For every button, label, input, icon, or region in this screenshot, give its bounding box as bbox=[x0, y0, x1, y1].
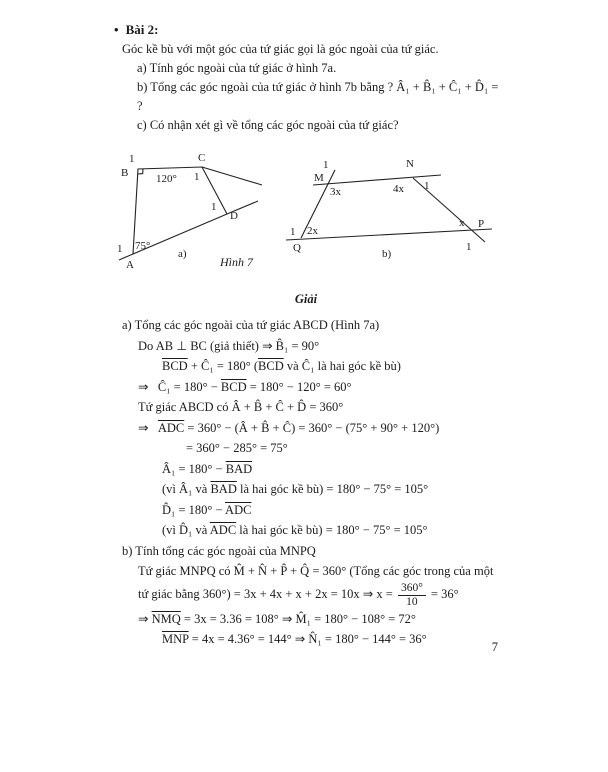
solution-line bbox=[162, 629, 502, 650]
angle-label-M1: 1 bbox=[323, 159, 329, 171]
text-segment: (vì Â₁ và bbox=[162, 482, 211, 496]
angle-arc: $\overline{ADC}$ bbox=[157, 420, 185, 435]
angle-label-BCD: 120° bbox=[156, 173, 177, 185]
angle-label-B1: 1 bbox=[129, 153, 135, 165]
vertex-label-D: D bbox=[230, 210, 238, 222]
text-segment: = 360° − (Â + B̂ + Ĉ) = 360° − (75° + 90° + 120°) bbox=[184, 420, 440, 435]
vertex-label-B: B bbox=[121, 167, 129, 179]
solution-heading: Giải bbox=[294, 292, 318, 306]
angle-label-N: 4x bbox=[393, 183, 404, 195]
solution-line bbox=[162, 479, 502, 500]
angle-arc: $\overline{ADC}$ bbox=[209, 523, 237, 537]
solution-line bbox=[138, 609, 502, 630]
text-segment: = 36° bbox=[427, 586, 459, 601]
angle-label-C1: 1 bbox=[194, 171, 200, 183]
angle-arc: $\overline{BAD}$ bbox=[225, 461, 253, 476]
text-segment: Do AB ⊥ BC (giả thiết) ⇒ B̂₁ = 90° bbox=[138, 338, 320, 353]
text-segment: Tứ giác ABCD có Â + B̂ + Ĉ + D̂ = 360° bbox=[138, 400, 344, 414]
vertex-label-Q: Q bbox=[293, 242, 301, 254]
problem-title-row bbox=[114, 20, 502, 40]
angle-arc: $\overline{ADC}$ bbox=[225, 502, 252, 517]
angle-label-N1: 1 bbox=[424, 180, 430, 192]
solution-line bbox=[162, 500, 502, 521]
solution-line bbox=[138, 582, 502, 609]
text-segment: D̂₁ = 180° − bbox=[162, 502, 226, 517]
text-segment: = 4x = 4.36° = 144° ⇒ N̂₁ = 180° − 144° = 36° bbox=[188, 632, 427, 647]
figure-7b bbox=[286, 158, 492, 260]
angle-arc: $\overline{BCD}$ bbox=[258, 359, 284, 373]
text-segment: a) Tổng các góc ngoài của tứ giác ABCD (Hình 7a) bbox=[122, 318, 380, 332]
angle-label-D1: 1 bbox=[211, 201, 217, 213]
question-b: b) Tổng các góc ngoài của tứ giác ở hình 7b bằng ? Â₁ + B̂₁ + Ĉ₁ + D̂₁ = ? bbox=[137, 80, 499, 113]
text-segment: là hai góc kề bù) = 180° − 75° = 105° bbox=[236, 482, 429, 496]
solution-line bbox=[162, 520, 502, 541]
text-segment: là hai góc kề bù) = 180° − 75° = 105° bbox=[236, 523, 428, 537]
text-segment: (vì D̂₁ và bbox=[162, 523, 210, 537]
solution-line bbox=[138, 397, 502, 418]
solution-line bbox=[162, 459, 502, 480]
text-segment: ⇒ bbox=[138, 611, 152, 626]
solution-line bbox=[138, 377, 502, 398]
figure-caption: Hình 7 bbox=[220, 255, 253, 269]
angle-arc: $\overline{BAD}$ bbox=[210, 482, 237, 496]
exterior-ray-C bbox=[202, 167, 262, 185]
problem-intro: Góc kề bù với một góc của tứ giác gọi là góc ngoài của tứ giác. bbox=[122, 42, 439, 56]
solution-line bbox=[138, 336, 502, 357]
angle-label-P: x bbox=[459, 217, 465, 229]
problem-title: Bài 2: bbox=[125, 22, 159, 37]
figure-7-svg bbox=[110, 149, 502, 273]
question-c: c) Có nhận xét gì về tổng các góc ngoài của tứ giác? bbox=[137, 118, 399, 132]
text-segment: và Ĉ₁ là hai góc kề bù) bbox=[283, 359, 401, 373]
page-number: 7 bbox=[491, 640, 498, 654]
vertex-label-A: A bbox=[126, 259, 134, 271]
text-segment: tứ giác bằng 360°) = 3x + 4x + x + 2x = 10x ⇒ x = bbox=[138, 586, 396, 601]
text-segment: Â₁ = 180° − bbox=[162, 461, 226, 476]
text-segment: = 3x = 3.36 = 108° ⇒ M̂₁ = 180° − 108° = 72° bbox=[180, 611, 416, 626]
angle-arc: $\overline{NMQ}$ bbox=[151, 611, 181, 626]
text-segment: Tứ giác MNPQ có M̂ + N̂ + P̂ + Q̂ = 360° (Tổng các góc trong của một bbox=[138, 564, 494, 578]
angle-arc: $\overline{BCD}$ bbox=[220, 379, 247, 394]
angle-label-M: 3x bbox=[330, 186, 341, 198]
text-segment: = 360° − 285° = 75° bbox=[186, 441, 288, 455]
figure-7 bbox=[110, 149, 502, 273]
solution-line bbox=[186, 438, 502, 459]
angle-label-A: 75° bbox=[135, 240, 151, 252]
solution-line bbox=[162, 356, 502, 377]
angle-label-Q1: 1 bbox=[290, 226, 296, 238]
bullet-icon: • bbox=[114, 22, 119, 37]
figure-7a bbox=[117, 152, 262, 271]
angle-label-A1: 1 bbox=[117, 243, 123, 255]
subfigure-label-b: b) bbox=[382, 248, 392, 260]
vertex-label-C: C bbox=[198, 152, 206, 164]
angle-label-Q: 2x bbox=[307, 225, 318, 237]
subfigure-label-a: a) bbox=[178, 248, 187, 260]
text-segment: ⇒ Ĉ₁ = 180° − bbox=[138, 379, 221, 394]
solution-line bbox=[138, 418, 502, 439]
text-segment: ⇒ bbox=[138, 420, 158, 435]
solution-line bbox=[138, 561, 502, 582]
angle-arc: $\overline{MNP}$ bbox=[162, 632, 189, 647]
text-segment: + Ĉ₁ = 180° ( bbox=[187, 359, 259, 373]
text-segment: = 180° − 120° = 60° bbox=[246, 379, 352, 394]
question-a: a) Tính góc ngoài của tứ giác ở hình 7a. bbox=[137, 61, 337, 75]
exterior-ray-M bbox=[328, 170, 335, 184]
text-segment: b) Tính tổng các góc ngoài của MNPQ bbox=[122, 543, 316, 558]
angle-arc: $\overline{BCD}$ bbox=[162, 359, 188, 373]
solution-line bbox=[122, 315, 502, 336]
vertex-label-P: P bbox=[478, 218, 485, 230]
vertex-label-N: N bbox=[406, 158, 414, 170]
fraction: $\frac{360^\circ}{10}$ bbox=[398, 582, 426, 609]
solution-lines bbox=[110, 315, 502, 650]
solution-line bbox=[122, 541, 502, 562]
angle-label-P1: 1 bbox=[466, 241, 472, 253]
vertex-label-M: M bbox=[314, 172, 324, 184]
